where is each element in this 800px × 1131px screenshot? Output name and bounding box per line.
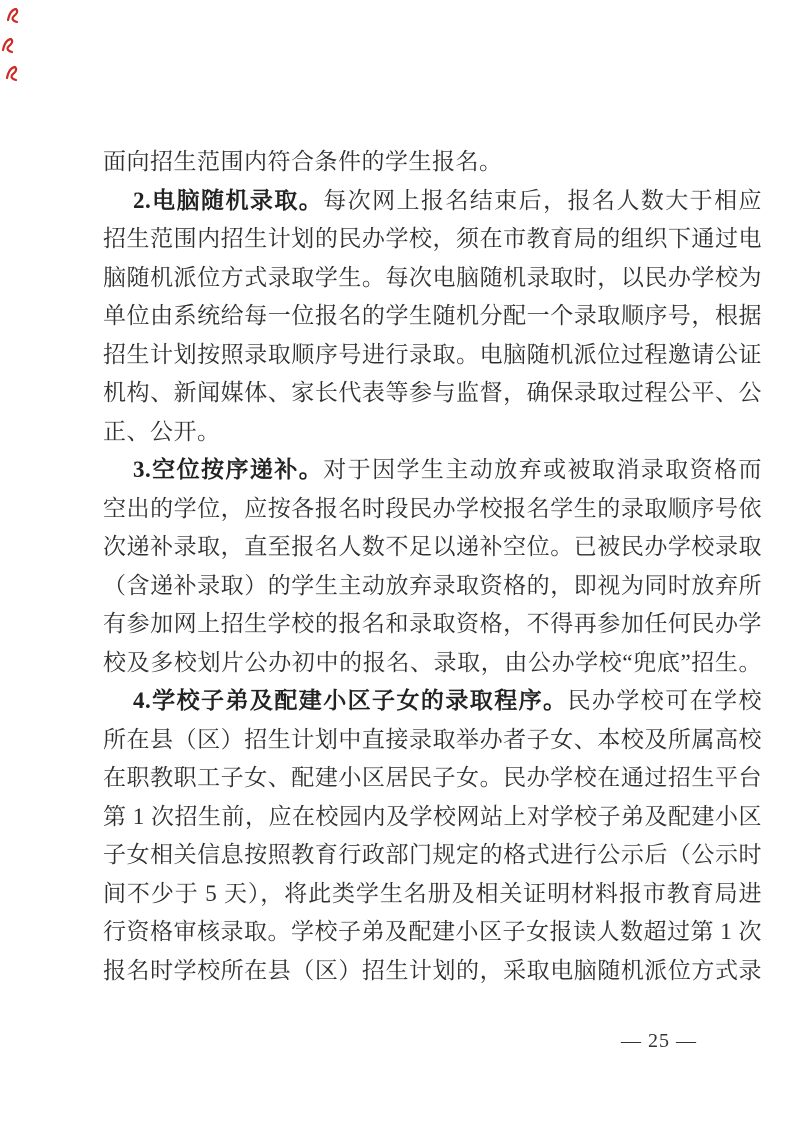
red-margin-mark xyxy=(6,6,22,26)
line-text: 面向招生范围内符合条件的学生报名。 xyxy=(103,149,503,174)
line-text: 脑随机派位方式录取学生。每次电脑随机录取时，以民办学校为 xyxy=(103,264,762,290)
line-text: 校及多校划片公办初中的报名、录取，由公办学校“兜底”招生。 xyxy=(103,649,762,675)
body-text xyxy=(103,143,762,990)
text-line xyxy=(103,143,762,182)
text-line xyxy=(103,182,762,221)
line-text: 招生计划按照录取顺序号进行录取。电脑随机派位过程邀请公证 xyxy=(103,341,762,367)
text-line xyxy=(103,374,762,413)
line-text: 单位由系统给每一位报名的学生随机分配一个录取顺序号，根据 xyxy=(103,303,762,328)
text-line xyxy=(103,875,762,914)
text-line xyxy=(103,259,762,298)
text-line xyxy=(103,644,762,683)
line-text: 第 1 次招生前，应在校园内及学校网站上对学校子弟及配建小区 xyxy=(103,803,762,829)
line-text: 机构、新闻媒体、家长代表等参与监督，确保录取过程公平、公 xyxy=(103,380,762,405)
text-line xyxy=(103,451,762,490)
line-text: 次递补录取，直至报名人数不足以递补空位。已被民办学校录取 xyxy=(103,534,762,559)
line-text: 对于因学生主动放弃或被取消录取资格而 xyxy=(323,457,763,482)
line-text: 在职教职工子女、配建小区居民子女。民办学校在通过招生平台 xyxy=(103,765,762,790)
line-text: （含递补录取）的学生主动放弃录取资格的，即视为同时放弃所 xyxy=(103,572,762,598)
line-text: 有参加网上招生学校的报名和录取资格，不得再参加任何民办学 xyxy=(103,611,762,636)
text-line xyxy=(103,952,762,991)
line-text: 报名时学校所在县（区）招生计划的，采取电脑随机派位方式录 xyxy=(103,957,762,983)
line-text: 行资格审核录取。学校子弟及配建小区子女报读人数超过第 1 次 xyxy=(103,919,762,944)
line-text: 每次网上报名结束后，报名人数大于相应 xyxy=(323,187,763,213)
text-line xyxy=(103,336,762,375)
line-text: 正、公开。 xyxy=(103,418,221,444)
text-line xyxy=(103,297,762,336)
line-text: 招生范围内招生计划的民办学校，须在市教育局的组织下通过电 xyxy=(103,226,762,251)
line-text: 子女相关信息按照教育行政部门规定的格式进行公示后（公示时 xyxy=(103,842,762,867)
text-line xyxy=(103,759,762,798)
text-line xyxy=(103,836,762,875)
red-margin-mark xyxy=(1,36,17,56)
text-line xyxy=(103,567,762,606)
text-line xyxy=(103,682,762,721)
line-text: 民办学校可在学校 xyxy=(567,688,763,713)
line-text: 间不少于 5 天），将此类学生名册及相关证明材料报市教育局进 xyxy=(103,880,762,906)
text-line xyxy=(103,413,762,452)
page-number: — 25 — xyxy=(621,1030,697,1052)
paragraph-heading: 4.学校子弟及配建小区子女的录取程序。 xyxy=(133,688,568,713)
text-line xyxy=(103,721,762,760)
line-text: 所在县（区）招生计划中直接录取举办者子女、本校及所属高校 xyxy=(103,726,762,752)
text-line xyxy=(103,490,762,529)
text-line xyxy=(103,605,762,644)
line-text: 空出的学位，应按各报名时段民办学校报名学生的录取顺序号依 xyxy=(103,495,762,521)
red-margin-mark xyxy=(5,64,21,84)
text-line xyxy=(103,220,762,259)
text-line xyxy=(103,528,762,567)
text-line xyxy=(103,798,762,837)
paragraph-heading: 3.空位按序递补。 xyxy=(133,457,324,482)
text-line xyxy=(103,913,762,952)
paragraph-heading: 2.电脑随机录取。 xyxy=(133,187,324,213)
